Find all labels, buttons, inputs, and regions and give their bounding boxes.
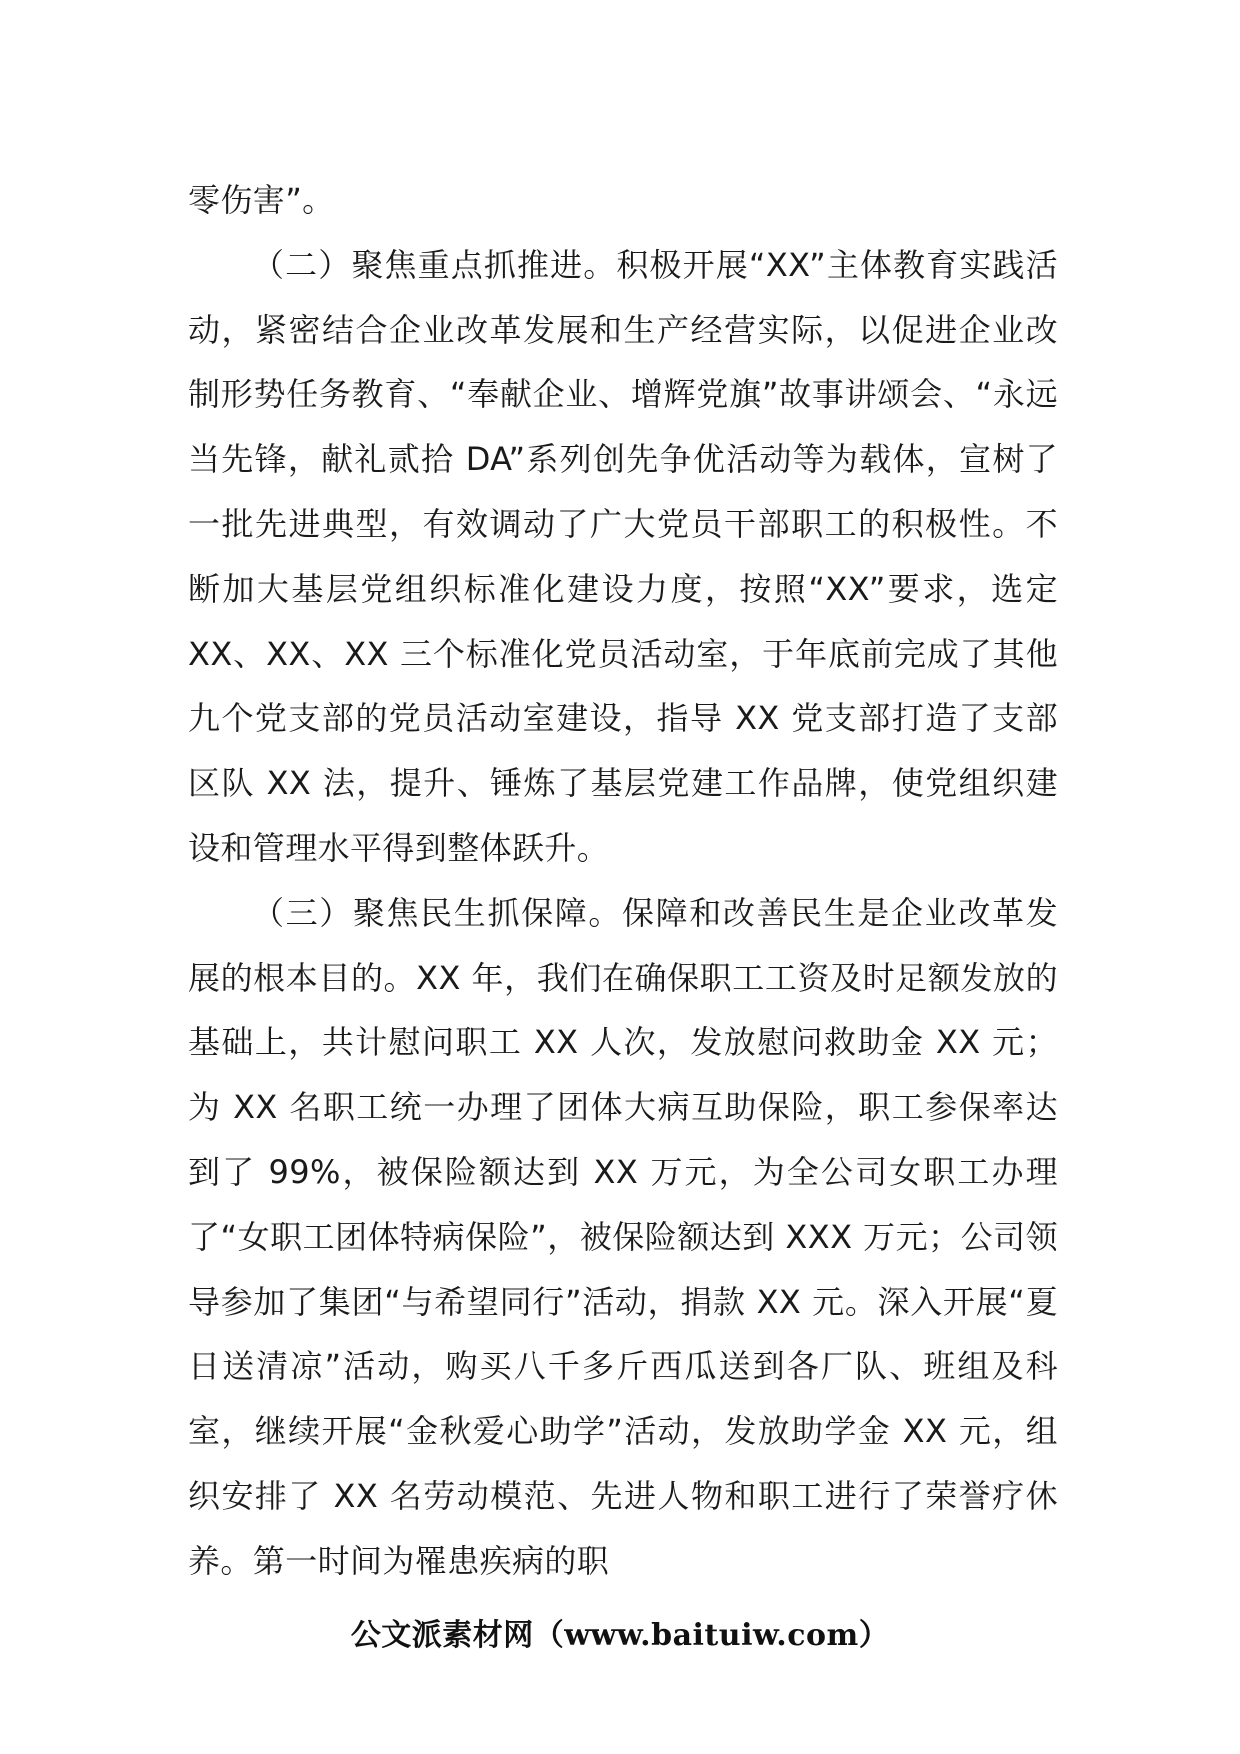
source-watermark-footer: 公文派素材网（www.baituiw.com） [350,1618,890,1653]
document-body [188,168,1058,1594]
paragraph-section-three: （三）聚焦民生抓保障。保障和改善民生是企业改革发展的根本目的。XX 年，我们在确保职工工资及时足额发放的基础上，共计慰问职工 XX 人次，发放慰问救助金 XX 元；为 XX 名职工统一办理了团体大病互助保险，职工参保率达到了 99%，被保险额达到 XX 万元，为全公司女职工办理了“女职工团体特病保险”，被保险额达到 XXX 万元；公司领导参加了集团“与希望同行”活动，捐款 XX 元。深入开展“夏日送清凉”活动，购买八千多斤西瓜送到各厂队、班组及科室，继续开展“金秋爱心助学”活动，发放助学金 XX 元，组织安排了 XX 名劳动模范、先进人物和职工进行了荣誉疗休养。第一时间为罹患疾病的职 [188,893,1058,1580]
paragraph-continuation: 零伤害”。 [188,181,335,219]
paragraph-section-two: （二）聚焦重点抓推进。积极开展“XX”主体教育实践活动，紧密结合企业改革发展和生产经营实际，以促进企业改制形势任务教育、“奉献企业、增辉党旗”故事讲颂会、“永远当先锋，献礼贰拾 DA”系列创先争优活动等为载体，宣树了一批先进典型，有效调动了广大党员干部职工的积极性。不断加大基层党组织标准化建设力度，按照“XX”要求，选定 XX、XX、XX 三个标准化党员活动室，于年底前完成了其他九个党支部的党员活动室建设，指导 XX 党支部打造了支部区队 XX 法，提升、锤炼了基层党建工作品牌，使党组织建设和管理水平得到整体跃升。 [188,245,1058,867]
